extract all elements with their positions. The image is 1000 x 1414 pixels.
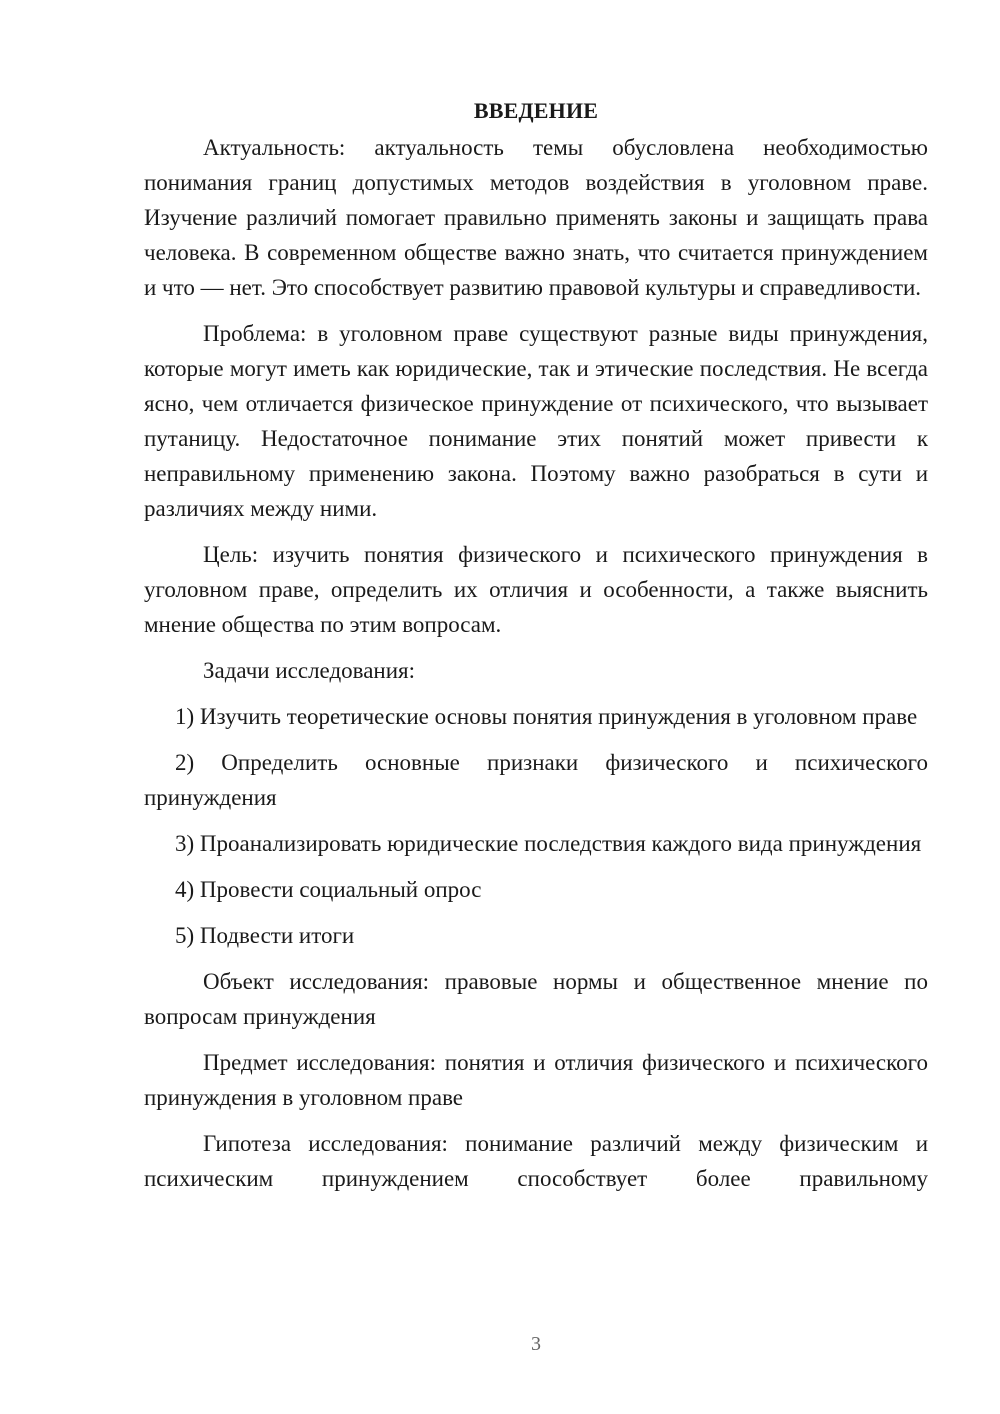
paragraph-object: Объект исследования: правовые нормы и общественное мнение по вопросам принуждения — [144, 969, 928, 1029]
paragraph-hypothesis: Гипотеза исследования: понимание различий между физическим и психическим принуждением способствует более правильному — [144, 1131, 928, 1191]
section-title: ВВЕДЕНИЕ — [473, 98, 599, 123]
paragraph-goal: Цель: изучить понятия физического и психического принуждения в уголовном праве, определить их отличия и особенности, а также выяснить мнение общества по этим вопросам. — [144, 542, 928, 637]
task-item-4: 4) Провести социальный опрос — [175, 877, 482, 902]
task-item-3: 3) Проанализировать юридические последствия каждого вида принуждения — [175, 831, 922, 856]
task-item-5: 5) Подвести итоги — [175, 923, 355, 948]
tasks-heading: Задачи исследования: — [203, 658, 416, 683]
paragraph-subject: Предмет исследования: понятия и отличия физического и психического принуждения в уголовном праве — [144, 1050, 928, 1110]
page-number: 3 — [531, 1333, 541, 1355]
task-item-1: 1) Изучить теоретические основы понятия принуждения в уголовном праве — [175, 704, 918, 729]
task-item-2: 2) Определить основные признаки физического и психического принуждения — [144, 750, 928, 810]
paragraph-relevance: Актуальность: актуальность темы обусловлена необходимостью понимания границ допустимых методов воздействия в уголовном праве. Изучение различий помогает правильно применять законы и защищать права человека. В современном обществе важно знать, что считается принуждением и что — нет. Это способствует развитию правовой культуры и справедливости. — [144, 135, 928, 300]
page-content — [144, 93, 928, 1196]
paragraph-problem: Проблема: в уголовном праве существуют разные виды принуждения, которые могут иметь как юридические, так и этические последствия. Не всегда ясно, чем отличается физическое принуждение от психического, что вызывает путаницу. Недостаточное понимание этих понятий может привести к неправильному применению закона. Поэтому важно разобраться в сути и различиях между ними. — [144, 321, 928, 521]
